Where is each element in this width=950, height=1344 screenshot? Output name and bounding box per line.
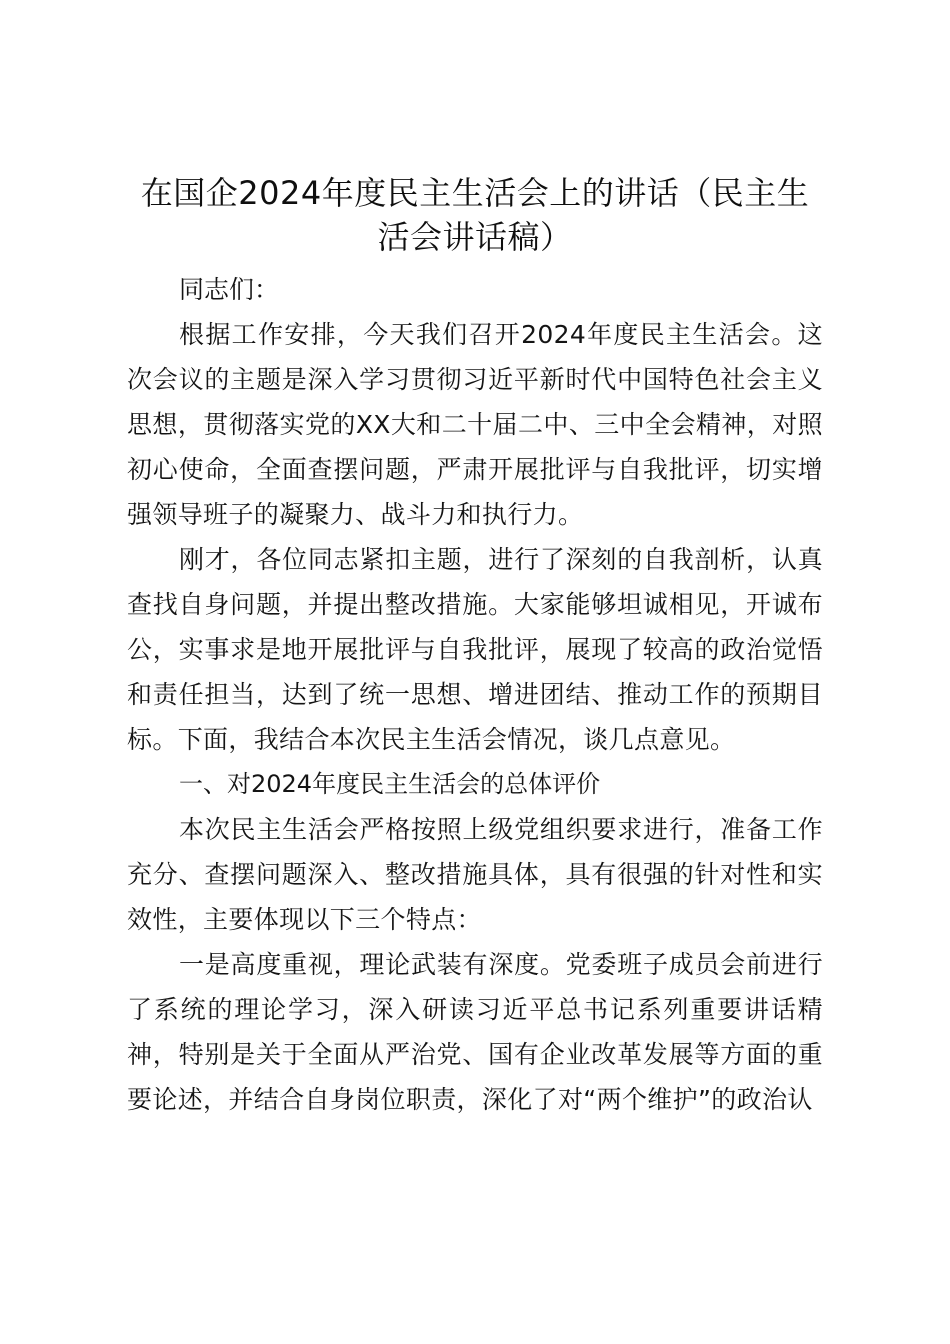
document-body [127, 171, 823, 1122]
section-heading: 一、对2024年度民主生活会的总体评价 [179, 770, 601, 798]
paragraph-evaluation: 本次民主生活会严格按照上级党组织要求进行，准备工作充分、查摆问题深入、整改措施具体，具有很强的针对性和实效性，主要体现以下三个特点： [127, 815, 823, 934]
salutation: 同志们： [179, 275, 280, 304]
paragraph-opening: 根据工作安排，今天我们召开2024年度民主生活会。这次会议的主题是深入学习贯彻习近平新时代中国特色社会主义思想，贯彻落实党的XX大和二十届二中、三中全会精神，对照初心使命，全面查摆问题，严肃开展批评与自我批评，切实增强领导班子的凝聚力、战斗力和执行力。 [127, 320, 823, 529]
paragraph-review: 刚才，各位同志紧扣主题，进行了深刻的自我剖析，认真查找自身问题，并提出整改措施。大家能够坦诚相见，开诚布公，实事求是地开展批评与自我批评，展现了较高的政治觉悟和责任担当，达到了统一思想、增进团结、推动工作的预期目标。下面，我结合本次民主生活会情况，谈几点意见。 [127, 545, 823, 754]
document-title: 在国企2024年度民主生活会上的讲话（民主生活会讲话稿） [140, 174, 810, 256]
paragraph-feature-one: 一是高度重视，理论武装有深度。党委班子成员会前进行了系统的理论学习，深入研读习近平总书记系列重要讲话精神，特别是关于全面从严治党、国有企业改革发展等方面的重要论述，并结合自身岗位职责，深化了对“两个维护”的政治认 [127, 950, 823, 1114]
